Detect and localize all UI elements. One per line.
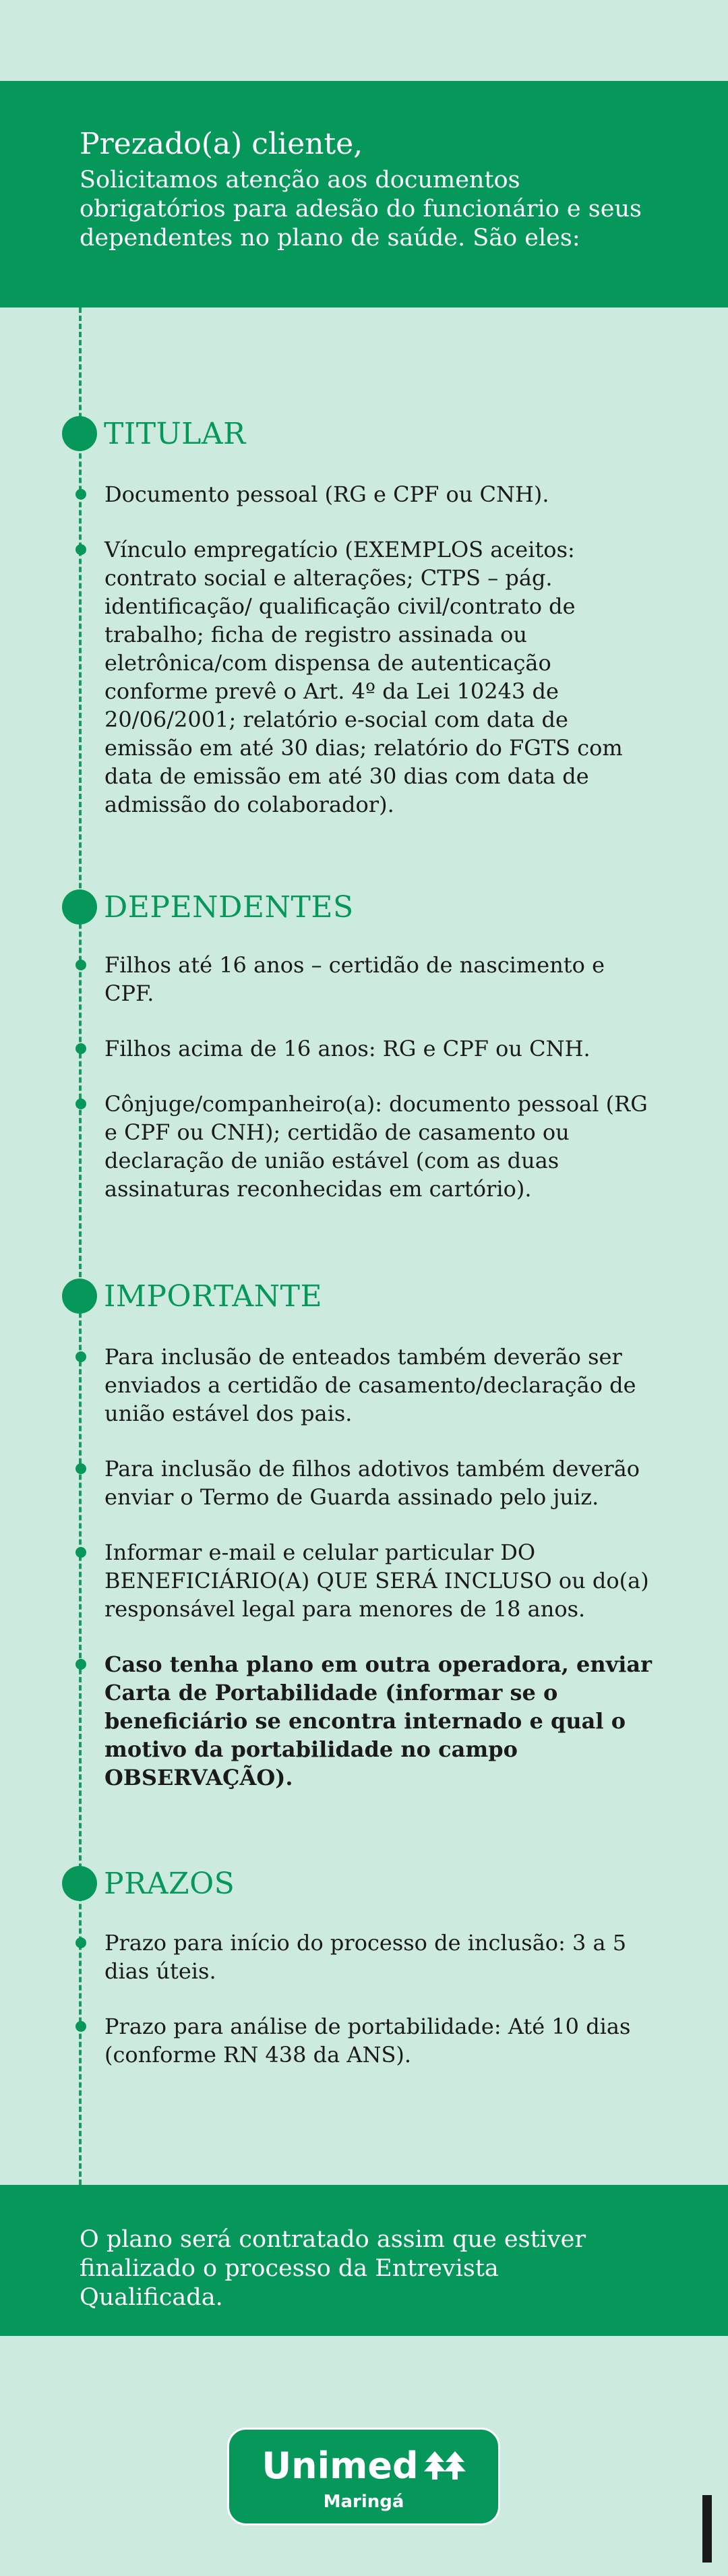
item-text: Caso tenha plano em outra operadora, enviar Carta de Portabilidade (informar se o beneficiário se encontra internado e qual o motivo da portabilidade no campo OBSERVAÇÃO).	[104, 1651, 652, 1790]
item-list	[104, 1929, 657, 2096]
bullet-icon	[75, 1351, 86, 1362]
bullet-icon	[75, 1099, 86, 1109]
bullet-icon	[75, 489, 86, 500]
bullet-icon	[75, 2021, 86, 2032]
timeline-line	[79, 308, 82, 2185]
list-item	[104, 1650, 657, 1792]
logo-brand-text: Unimed	[262, 2445, 419, 2487]
footer-banner	[0, 2185, 728, 2336]
item-text: Documento pessoal (RG e CPF ou CNH).	[104, 481, 549, 507]
item-text: Para inclusão de enteados também deverão ser enviados a certidão de casamento/declaração de união estável dos pais.	[104, 1344, 636, 1426]
list-item	[104, 535, 657, 819]
section-title: IMPORTANTE	[104, 1279, 323, 1314]
bullet-icon	[75, 1547, 86, 1558]
header-banner	[0, 81, 728, 308]
item-text: Prazo para análise de portabilidade: Até 10 dias (conforme RN 438 da ANS).	[104, 2014, 631, 2068]
section-header	[62, 415, 246, 452]
footer-note: O plano será contratado assim que estiver finalizado o processo da Entrevista Qualificada.	[80, 2226, 586, 2311]
section-dot-icon	[62, 416, 97, 451]
unimed-logo	[227, 2428, 500, 2525]
greeting: Prezado(a) cliente,	[80, 127, 363, 161]
logo-brand	[229, 2445, 498, 2487]
section-header	[62, 1278, 322, 1314]
logo-city: Maringá	[323, 2492, 404, 2512]
list-item	[104, 2012, 657, 2069]
item-text: Filhos acima de 16 anos: RG e CPF ou CNH.	[104, 1036, 590, 1061]
item-text: Para inclusão de filhos adotivos também deverão enviar o Termo de Guarda assinado pelo juiz.	[104, 1456, 640, 1510]
item-text: Informar e-mail e celular particular DO BENEFICIÁRIO(A) QUE SERÁ INCLUSO ou do(a) responsável legal para menores de 18 anos.	[104, 1540, 649, 1622]
section-title: DEPENDENTES	[104, 889, 354, 925]
list-item	[104, 1034, 657, 1063]
section-header	[62, 889, 354, 925]
bullet-icon	[75, 1659, 86, 1670]
list-item	[104, 1538, 657, 1623]
unimed-tree-icon	[424, 2450, 466, 2481]
bullet-icon	[75, 1937, 86, 1948]
item-text: Vínculo empregatício (EXEMPLOS aceitos: contrato social e alterações; CTPS – pág. identificação/ qualificação civil/contrato de trabalho; ficha de registro assinada ou eletrônica/com dispensa de autenticação conforme prevê o Art. 4º da Lei 10243 de 20/06/2001; relatório e-social com data de emissão em até 30 dias; relatório do FGTS com data de emissão em até 30 dias com data de admissão do colaborador).	[104, 537, 623, 817]
section-dot-icon	[62, 1279, 97, 1314]
section-dot-icon	[62, 889, 97, 925]
bullet-icon	[75, 544, 86, 555]
list-item	[104, 951, 657, 1007]
intro-text: Solicitamos atenção aos documentos obrigatórios para adesão do funcionário e seus dependentes no plano de saúde. São eles:	[80, 167, 642, 252]
bullet-icon	[75, 1463, 86, 1474]
list-item	[104, 480, 657, 508]
section-title: PRAZOS	[104, 1866, 235, 1901]
list-item	[104, 1343, 657, 1428]
bullet-icon	[75, 960, 86, 970]
list-item	[104, 1455, 657, 1511]
item-text: Filhos até 16 anos – certidão de nascimento e CPF.	[104, 952, 605, 1006]
item-text: Cônjuge/companheiro(a): documento pessoal (RG e CPF ou CNH); certidão de casamento ou declaração de união estável (com as duas assinaturas reconhecidas em cartório).	[104, 1091, 648, 1202]
item-list	[104, 480, 657, 846]
item-list	[104, 1343, 657, 1819]
section-title: TITULAR	[104, 416, 246, 451]
item-text: Prazo para início do processo de inclusão: 3 a 5 dias úteis.	[104, 1930, 627, 1984]
list-item	[104, 1929, 657, 1985]
section-header	[62, 1865, 235, 1902]
section-dot-icon	[62, 1866, 97, 1901]
list-item	[104, 1090, 657, 1203]
bullet-icon	[75, 1043, 86, 1054]
item-list	[104, 951, 657, 1230]
vertical-stamp	[702, 2495, 712, 2563]
